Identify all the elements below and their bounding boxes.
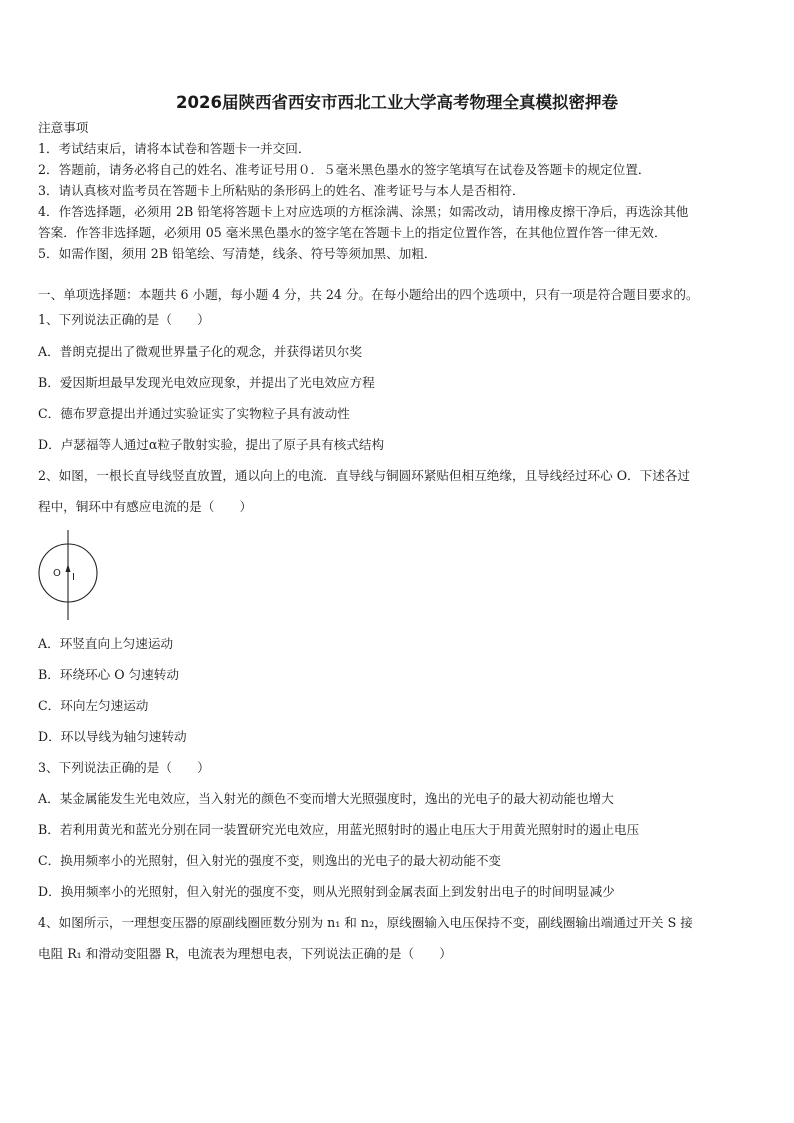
ring-wire-figure xyxy=(36,528,106,623)
q3-option-b: B．若利用黄光和蓝光分别在同一装置研究光电效应，用蓝光照射时的遏止电压大于用黄光照射时的遏止电压 xyxy=(38,822,640,837)
q2-option-a: A．环竖直向上匀速运动 xyxy=(38,636,174,651)
notice-heading: 注意事项 xyxy=(38,120,89,135)
current-arrow-icon xyxy=(66,564,71,572)
notice-item: 4．作答选择题，必须用 2B 铅笔将答题卡上对应选项的方框涂满、涂黑；如需改动，请用橡皮擦干净后，再选涂其他 xyxy=(38,204,689,219)
q2-option-c: C．环向左匀速运动 xyxy=(38,698,149,713)
q2-stem-line1: 2、如图，一根长直导线竖直放置，通以向上的电流．直导线与铜圆环紧贴但相互绝缘，且导线经过环心 O．下述各过 xyxy=(38,468,691,483)
q2-option-d: D．环以导线为轴匀速转动 xyxy=(38,729,187,744)
q3-option-c: C．换用频率小的光照射，但入射光的强度不变，则逸出的光电子的最大初动能不变 xyxy=(38,853,502,868)
q2-stem-line2: 程中，铜环中有感应电流的是（ ） xyxy=(38,499,253,514)
notice-item: 3．请认真核对监考员在答题卡上所粘贴的条形码上的姓名、准考证号与本人是否相符． xyxy=(38,183,525,198)
q1-option-b: B．爱因斯坦最早发现光电效应现象，并提出了光电效应方程 xyxy=(38,375,375,390)
q4-stem-line2: 电阻 R₁ 和滑动变阻器 R，电流表为理想电表，下列说法正确的是（ ） xyxy=(38,946,452,961)
q1-stem: 1、下列说法正确的是（ ） xyxy=(38,312,210,327)
center-label: O xyxy=(53,568,61,579)
notice-item: 答案．作答非选择题，必须用 05 毫米黑色墨水的签字笔在答题卡上的指定位置作答，在其他位置作答一律无效． xyxy=(38,225,667,240)
notice-item: 5．如需作图，须用 2B 铅笔绘、写清楚，线条、符号等须加黑、加粗． xyxy=(38,246,437,261)
notice-item: 1．考试结束后，请将本试卷和答题卡一并交回． xyxy=(38,141,311,156)
q4-stem-line1: 4、如图所示，一理想变压器的原副线圈匝数分别为 n₁ 和 n₂，原线圈输入电压保持不变，副线圈输出端通过开关 S 接 xyxy=(38,915,693,930)
section-heading: 一、单项选择题：本题共 6 小题，每小题 4 分，共 24 分。在每小题给出的四个选项中，只有一项是符合题目要求的。 xyxy=(38,287,699,302)
q2-option-b: B．环绕环心 O 匀速转动 xyxy=(38,667,179,682)
q3-stem: 3、下列说法正确的是（ ） xyxy=(38,760,210,775)
q1-option-d: D．卢瑟福等人通过α粒子散射实验，提出了原子具有核式结构 xyxy=(38,437,385,452)
q1-option-c: C．德布罗意提出并通过实验证实了实物粒子具有波动性 xyxy=(38,406,350,421)
q3-option-d: D．换用频率小的光照射，但入射光的强度不变，则从光照射到金属表面上到发射出电子的时间明显减少 xyxy=(38,884,615,899)
q3-option-a: A．某金属能发生光电效应，当入射光的颜色不变而增大光照强度时，逸出的光电子的最大初动能也增大 xyxy=(38,791,614,806)
notice-item: 2．答题前，请务必将自己的姓名、准考证号用０．５毫米黑色墨水的签字笔填写在试卷及答题卡的规定位置． xyxy=(38,162,651,177)
exam-title: 2026届陕西省西安市西北工业大学高考物理全真模拟密押卷 xyxy=(176,93,618,112)
current-label: I xyxy=(72,572,75,583)
q1-option-a: A．普朗克提出了微观世界量子化的观念，并获得诺贝尔奖 xyxy=(38,344,362,359)
